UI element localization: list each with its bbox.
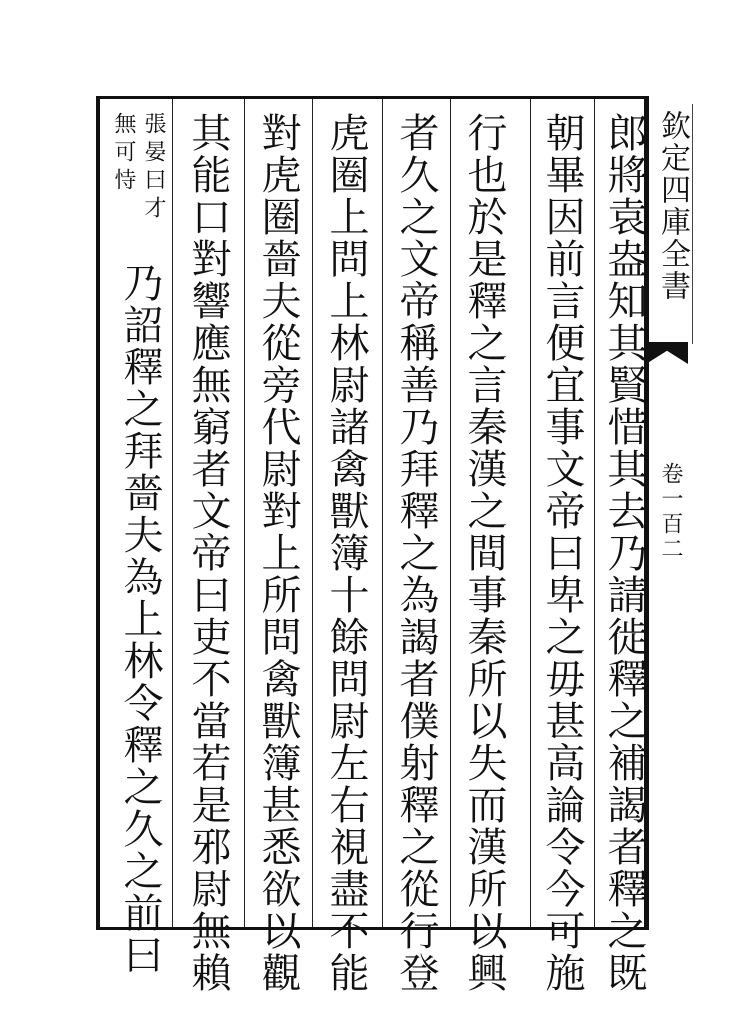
text-column-2: 朝畢因前言便宜事文帝曰卑之毋甚高論令今可施 (539, 112, 585, 994)
commentary-note-left: 無可恃 (111, 112, 136, 196)
fishtail-mark (646, 342, 688, 364)
column-rule (594, 99, 595, 927)
volume-number: 卷一百二 (658, 462, 683, 562)
book-title-header: 欽定四庫全書 (655, 110, 690, 302)
column-rule (450, 99, 451, 927)
text-column-8: 乃詔釋之拜嗇夫為上林令釋之久之前曰 (117, 262, 163, 976)
column-rule (382, 99, 383, 927)
column-rule (172, 99, 173, 927)
text-column-4: 者久之文帝稱善乃拜釋之為謁者僕射釋之從行登 (393, 112, 439, 994)
column-rule (244, 99, 245, 927)
text-column-6: 對虎圈嗇夫從旁代尉對上所問禽獸簿甚悉欲以觀 (255, 112, 301, 994)
column-rule (312, 99, 313, 927)
commentary-note-right: 張晏曰才 (141, 112, 166, 224)
text-column-7: 其能口對響應無窮者文帝曰吏不當若是邪尉無賴 (185, 112, 231, 994)
text-column-5: 虎圈上問上林尉諸禽獸簿十餘問尉左右視盡不能 (323, 112, 369, 994)
column-rule (530, 99, 531, 927)
text-column-3: 行也於是釋之言秦漢之間事秦所以失而漢所以興 (461, 112, 507, 994)
text-column-1: 郎將袁盎知其賢惜其去乃請徙釋之補謁者釋之既 (601, 112, 647, 994)
margin-rule (692, 104, 693, 344)
